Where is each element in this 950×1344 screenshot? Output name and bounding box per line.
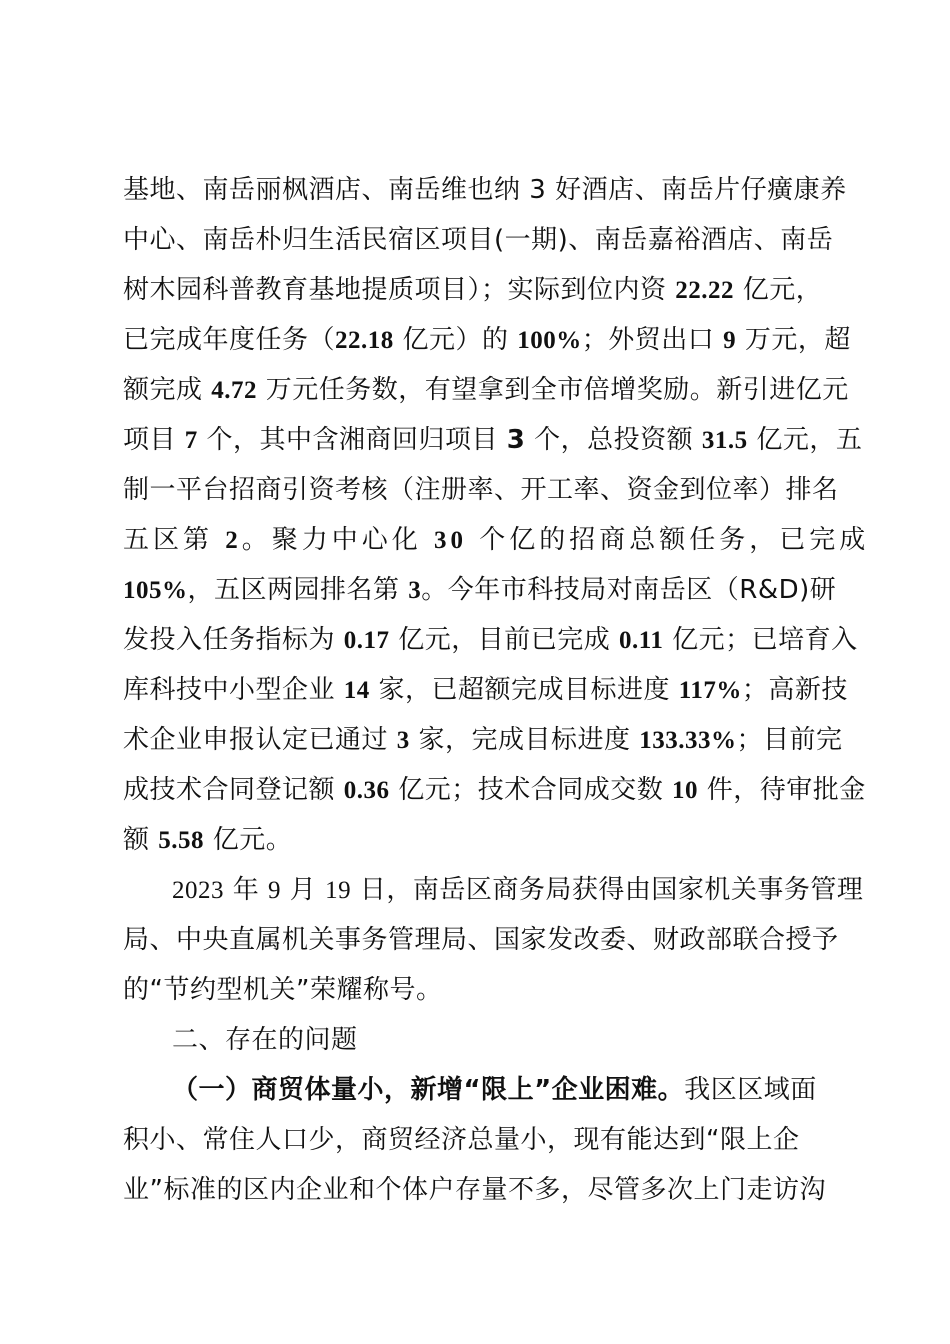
number-value: 2023 <box>172 877 224 904</box>
text-span: 成技术合同登记额 <box>123 775 344 805</box>
text-span: 。聚力中心化 <box>241 525 435 555</box>
text-span: 亿元，目前已完成 <box>389 625 620 655</box>
number-value: 105% <box>123 577 188 604</box>
text-span: 亿元，五 <box>747 425 863 455</box>
number-value: 19 <box>325 877 352 904</box>
text-span: 已完成年度任务（ <box>123 325 336 355</box>
text-span: ；目前完 <box>736 725 843 755</box>
text-span: ；高新技 <box>741 675 848 705</box>
text-span: 额 <box>123 825 159 855</box>
text-span: 家，已超额完成目标进度 <box>369 675 679 705</box>
text-line <box>123 465 839 515</box>
text-span: 亿元）的 <box>393 325 518 355</box>
text-span: 五区第 <box>123 525 226 555</box>
text-span: 日，南岳区商务局获得由国家机关事务管理 <box>351 875 864 905</box>
text-span: 业”标准的区内企业和个体户存量不多，尽管多次上门走访沟 <box>123 1175 826 1205</box>
text-line <box>123 1165 833 1215</box>
text-span: 我区区域面 <box>684 1075 817 1105</box>
number-value: 7 <box>184 427 198 454</box>
number-value: 117% <box>678 677 742 704</box>
text-span: 家，完成目标进度 <box>409 725 640 755</box>
text-span: 基地、南岳丽枫酒店、南岳维也纳 3 好酒店、南岳片仔癀康养 <box>123 175 847 205</box>
number-value: 22.18 <box>335 327 394 354</box>
text-line <box>123 365 849 415</box>
text-line <box>123 765 866 815</box>
number-value: 4.72 <box>211 377 258 404</box>
text-span: ，五区两园排名第 <box>187 575 409 605</box>
text-line <box>123 415 863 465</box>
text-span: 年 <box>224 875 269 905</box>
text-span: 局、中央直属机关事务管理局、国家发改委、财政部联合授予 <box>123 925 839 955</box>
text-line <box>123 615 858 665</box>
number-value: 3 <box>408 577 422 604</box>
text-line <box>123 965 833 1015</box>
subheading-text: （一）商贸体量小，新增“限上”企业困难。 <box>172 1075 685 1105</box>
number-value: 100% <box>517 327 582 354</box>
text-span: 亿元， <box>734 275 823 305</box>
text-line <box>123 565 837 615</box>
text-line <box>123 265 833 315</box>
number-value: 2 <box>225 527 242 554</box>
number-value: 30 <box>434 527 468 554</box>
number-value: 9 <box>268 877 282 904</box>
text-span: ；外贸出口 <box>581 325 724 355</box>
text-span: 万元任务数，有望拿到全市倍增奖励。新引进亿元 <box>257 375 849 405</box>
number-value: 0.36 <box>343 777 390 804</box>
text-span: 的“节约型机关”荣耀称号。 <box>123 975 443 1005</box>
text-span: 件，待审批金 <box>698 775 866 805</box>
text-line <box>123 515 870 565</box>
text-span: 发投入任务指标为 <box>123 625 344 655</box>
section-heading-text: 二、存在的问题 <box>172 1025 358 1055</box>
text-span: 月 <box>281 875 326 905</box>
text-line <box>123 215 833 265</box>
number-value: 0.11 <box>619 627 664 654</box>
text-span: 积小、常住人口少，商贸经济总量小，现有能达到“限上企 <box>123 1125 800 1155</box>
section-heading <box>172 1015 832 1065</box>
text-span: 项目 <box>123 425 185 455</box>
number-value: 22.22 <box>675 277 735 304</box>
text-line <box>123 315 851 365</box>
text-span: 树木园科普教育基地提质项目）；实际到位内资 <box>123 275 676 305</box>
number-value: 5.58 <box>158 827 205 854</box>
number-value: 10 <box>672 777 699 804</box>
number-value: 133.33% <box>639 727 737 754</box>
text-line <box>123 815 833 865</box>
text-line <box>123 165 847 215</box>
text-span: 万元，超 <box>736 325 851 355</box>
number-value: 0.17 <box>343 627 390 654</box>
text-span: 中心、南岳朴归生活民宿区项目(一期)、南岳嘉裕酒店、南岳 <box>123 225 834 255</box>
text-span: 额完成 <box>123 375 212 405</box>
number-value: 31.5 <box>701 427 748 454</box>
text-line <box>123 1115 833 1165</box>
text-span: 亿元；已培育入 <box>663 625 858 655</box>
text-line <box>123 715 843 765</box>
text-span: 个，其中含湘商回归项目 <box>197 425 507 455</box>
number-value: 3 <box>396 727 410 754</box>
text-line <box>123 915 839 965</box>
text-span: 术企业申报认定已通过 <box>123 725 397 755</box>
text-span: 亿元。 <box>204 825 293 855</box>
text-span: 。今年市科技局对南岳区（R&D)研 <box>421 575 837 605</box>
text-span: 个，总投资额 <box>525 425 702 455</box>
text-line <box>172 1065 832 1115</box>
text-line <box>123 665 848 715</box>
text-line <box>172 865 864 915</box>
number-value: 14 <box>343 677 370 704</box>
text-span: 制一平台招商引资考核（注册率、开工率、资金到位率）排名 <box>123 475 839 505</box>
text-span: 个亿的招商总额任务，已完成 <box>467 525 870 555</box>
number-value: 9 <box>723 327 737 354</box>
text-span: 库科技中小型企业 <box>123 675 344 705</box>
number-value: 3 <box>506 425 526 455</box>
text-span: 亿元；技术合同成交数 <box>389 775 673 805</box>
